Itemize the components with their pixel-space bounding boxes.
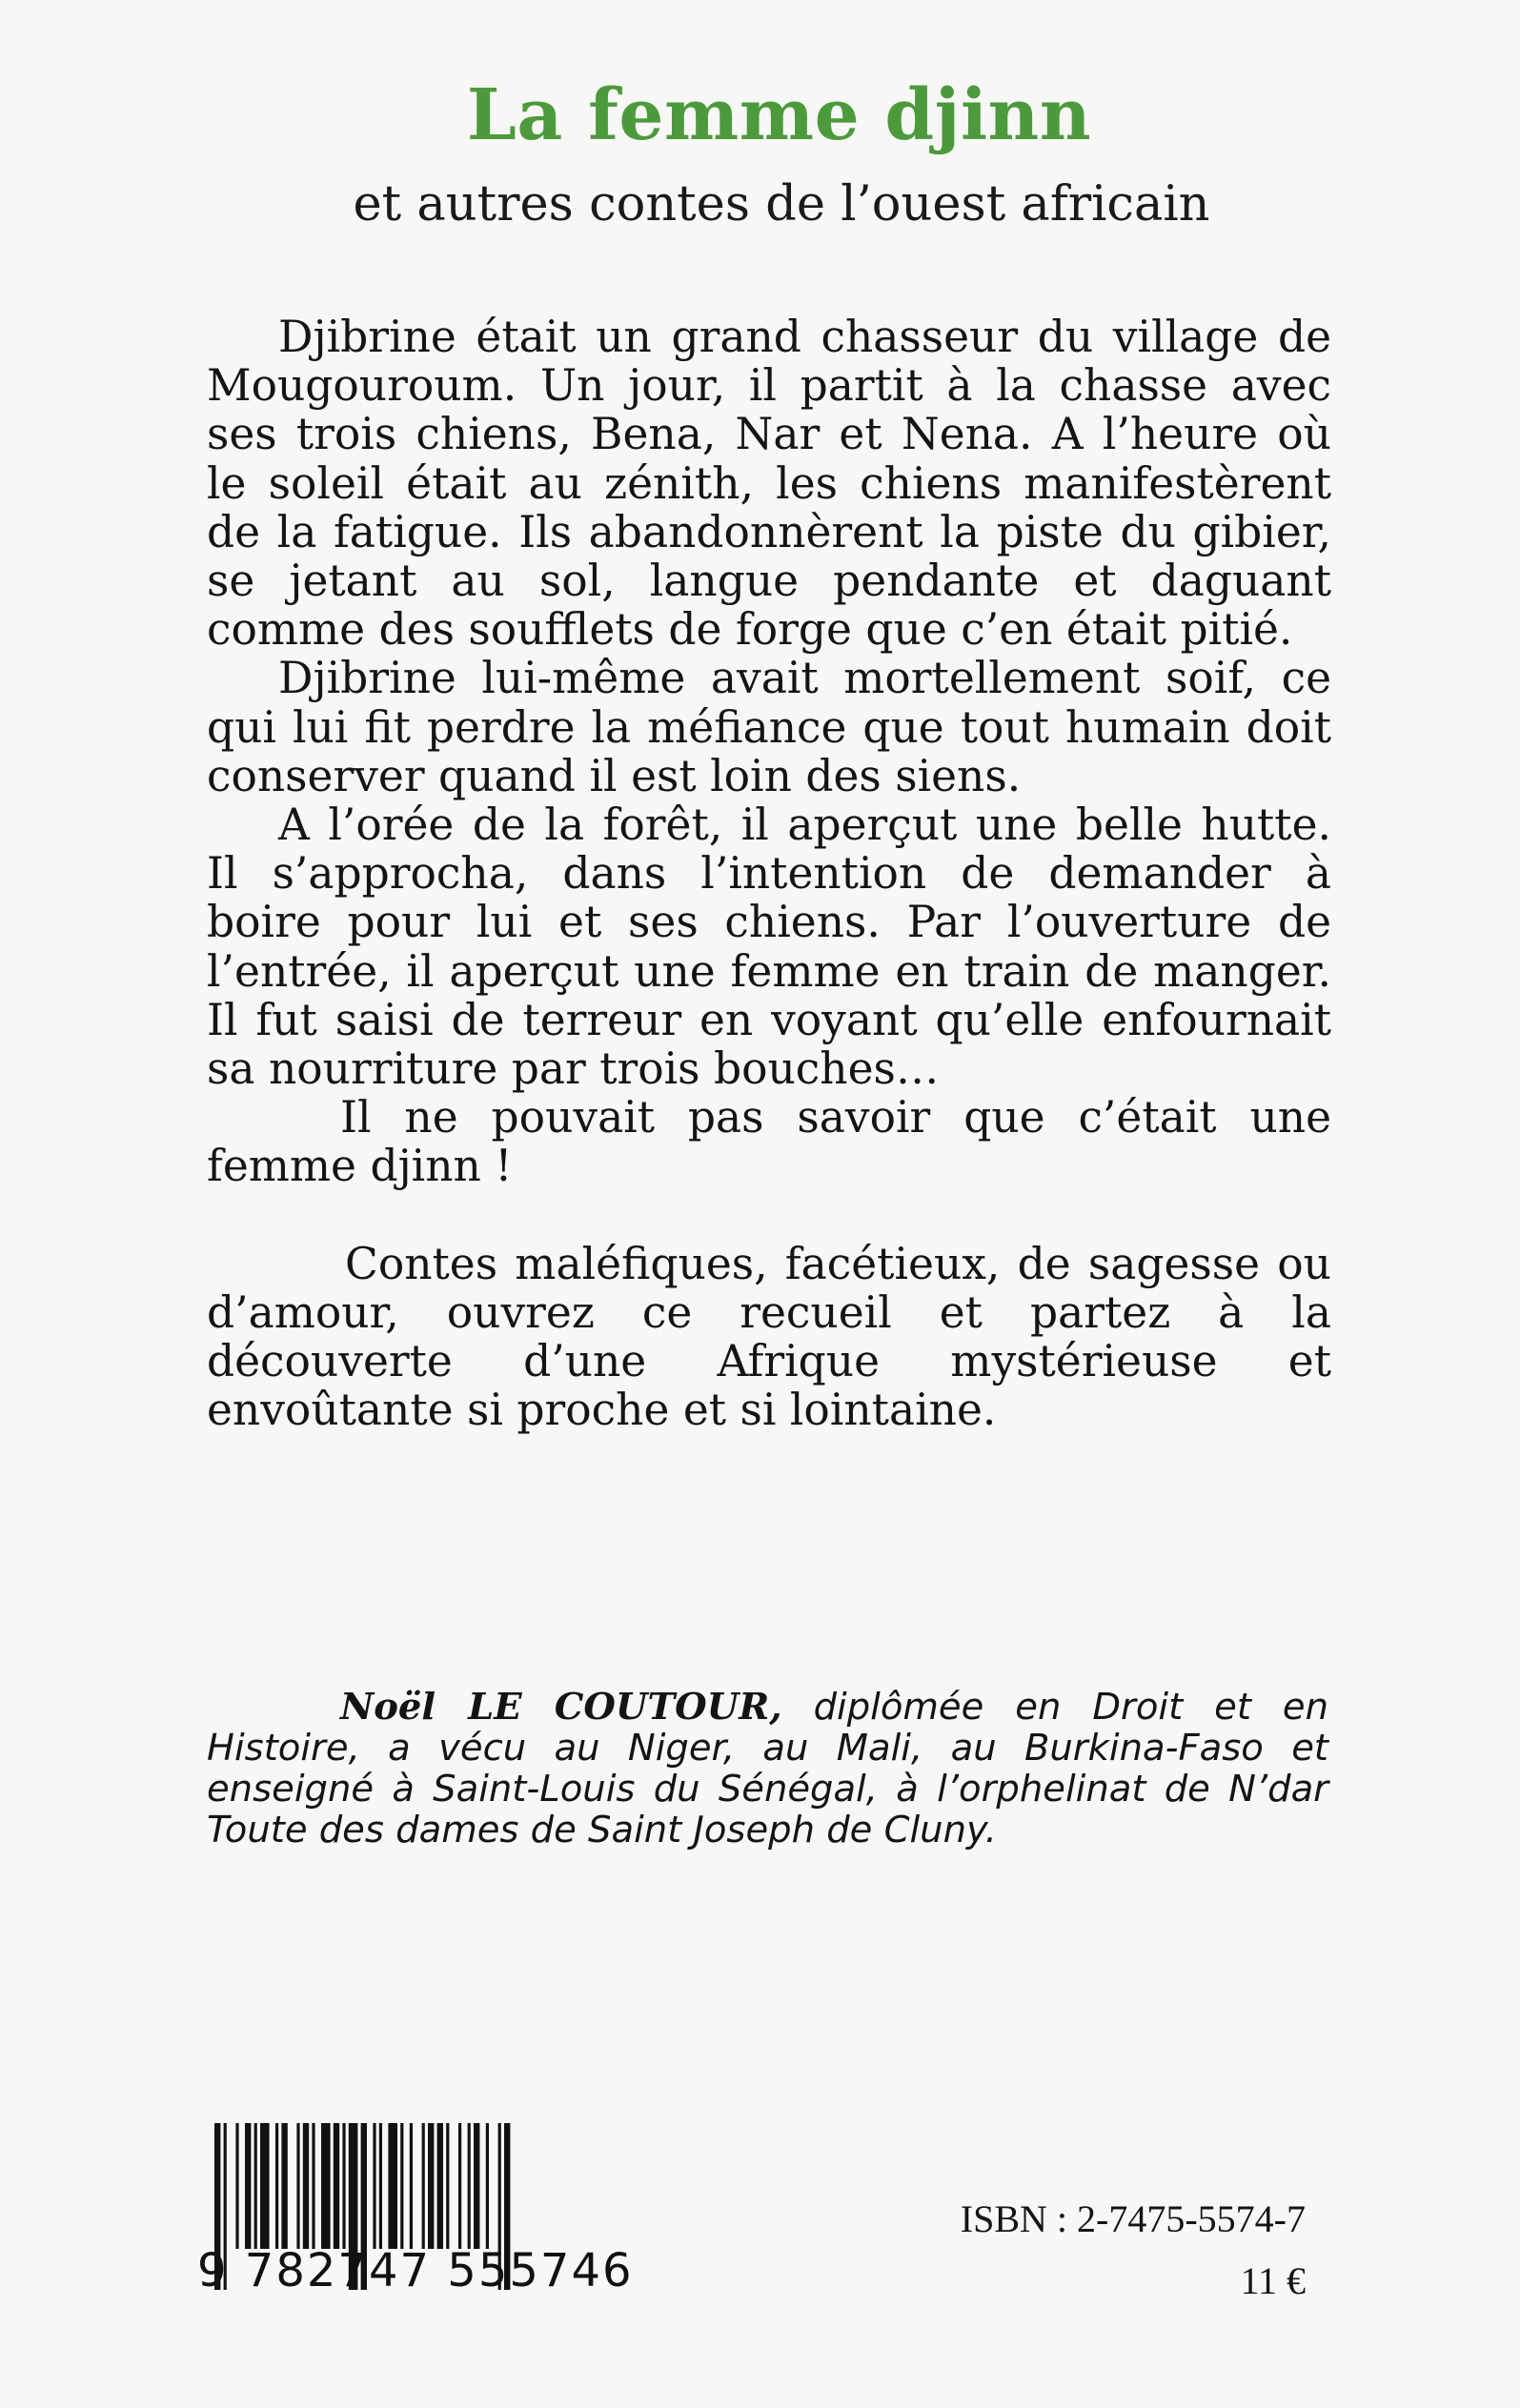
isbn: ISBN : 2-7475-5574-7 xyxy=(960,2197,1306,2240)
blurb-paragraph-3: A l’orée de la forêt, il aperçut une belle hutte. Il s’approcha, dans l’intention de demander à boire pour lui et ses chiens. Par l’ouverture de l’entrée, il aperçut une femme en train de manger. Il fut saisi de terreur en voyant qu’elle enfournait sa nourriture par trois bouches… xyxy=(207,799,1331,1095)
barcode-bar xyxy=(245,2123,251,2249)
barcode-bar xyxy=(474,2123,479,2249)
author-bio-text: diplômée en Droit et en Histoire, a vécu au Niger, au Mali, au Burkina-Faso et enseigné à Saint-Louis du Sénégal, à l’orphelinat de N’dar Toute des dames de Saint Joseph de Cluny. xyxy=(207,1686,1329,1852)
barcode-bar xyxy=(379,2123,382,2249)
barcode-bar xyxy=(321,2123,331,2249)
barcode-bar xyxy=(303,2123,309,2249)
author-bio xyxy=(207,1687,1328,1851)
price: 11 € xyxy=(1240,2259,1306,2302)
blurb-paragraph-4: Il ne pouvait pas savoir que c’était une femme djinn ! xyxy=(207,1092,1331,1192)
blurb-paragraph-1: Djibrine était un grand chasseur du village de Mougouroum. Un jour, il partit à la chasse avec ses trois chiens, Bena, Nar et Nena. A l’heure où le soleil était au zénith, les chiens manifestèrent de la fatigue. Ils abandonnèrent la piste du gibier, se jetant au sol, langue pendante et daguant comme des soufflets de forge que c’en était pitié. xyxy=(207,312,1331,656)
barcode-bar xyxy=(312,2123,314,2249)
blurb-paragraph-2: Djibrine lui-même avait mortellement soif, ce qui lui fit perdre la méfiance que tout humain doit conserver quand il est loin des siens. xyxy=(207,653,1331,801)
barcode-bar xyxy=(275,2123,278,2249)
barcode-bar xyxy=(342,2123,345,2249)
barcode-digits: 9 782747 555746 xyxy=(197,2244,634,2297)
barcode-bar xyxy=(281,2123,287,2249)
barcode-bar xyxy=(446,2123,449,2249)
barcode-bar xyxy=(486,2123,489,2249)
barcode-bar xyxy=(437,2123,443,2249)
barcode-bar xyxy=(458,2123,461,2249)
barcode-bar xyxy=(373,2123,375,2249)
barcode-bar xyxy=(260,2123,270,2249)
barcode-bar xyxy=(388,2123,397,2249)
blurb-paragraph-5: Contes maléfiques, facétieux, de sagesse ou d’amour, ouvrez ce recueil et partez à la découverte d’une Afrique mystérieuse et envoûtante si proche et si lointaine. xyxy=(207,1238,1331,1436)
barcode-bar xyxy=(254,2123,257,2249)
blurb xyxy=(207,313,1331,1434)
barcode-bar xyxy=(410,2123,413,2249)
author-name: Noël LE COUTOUR, xyxy=(340,1686,782,1729)
barcode-bar xyxy=(428,2123,434,2249)
barcode-bar xyxy=(334,2123,339,2249)
barcode-bar xyxy=(296,2123,299,2249)
book-subtitle: et autres contes de l’ouest africain xyxy=(353,176,1210,233)
barcode-bar xyxy=(422,2123,425,2249)
barcode-bar xyxy=(400,2123,403,2249)
barcode-bar xyxy=(468,2123,471,2249)
book-title: La femme djinn xyxy=(466,74,1092,156)
barcode-bar xyxy=(235,2123,238,2249)
